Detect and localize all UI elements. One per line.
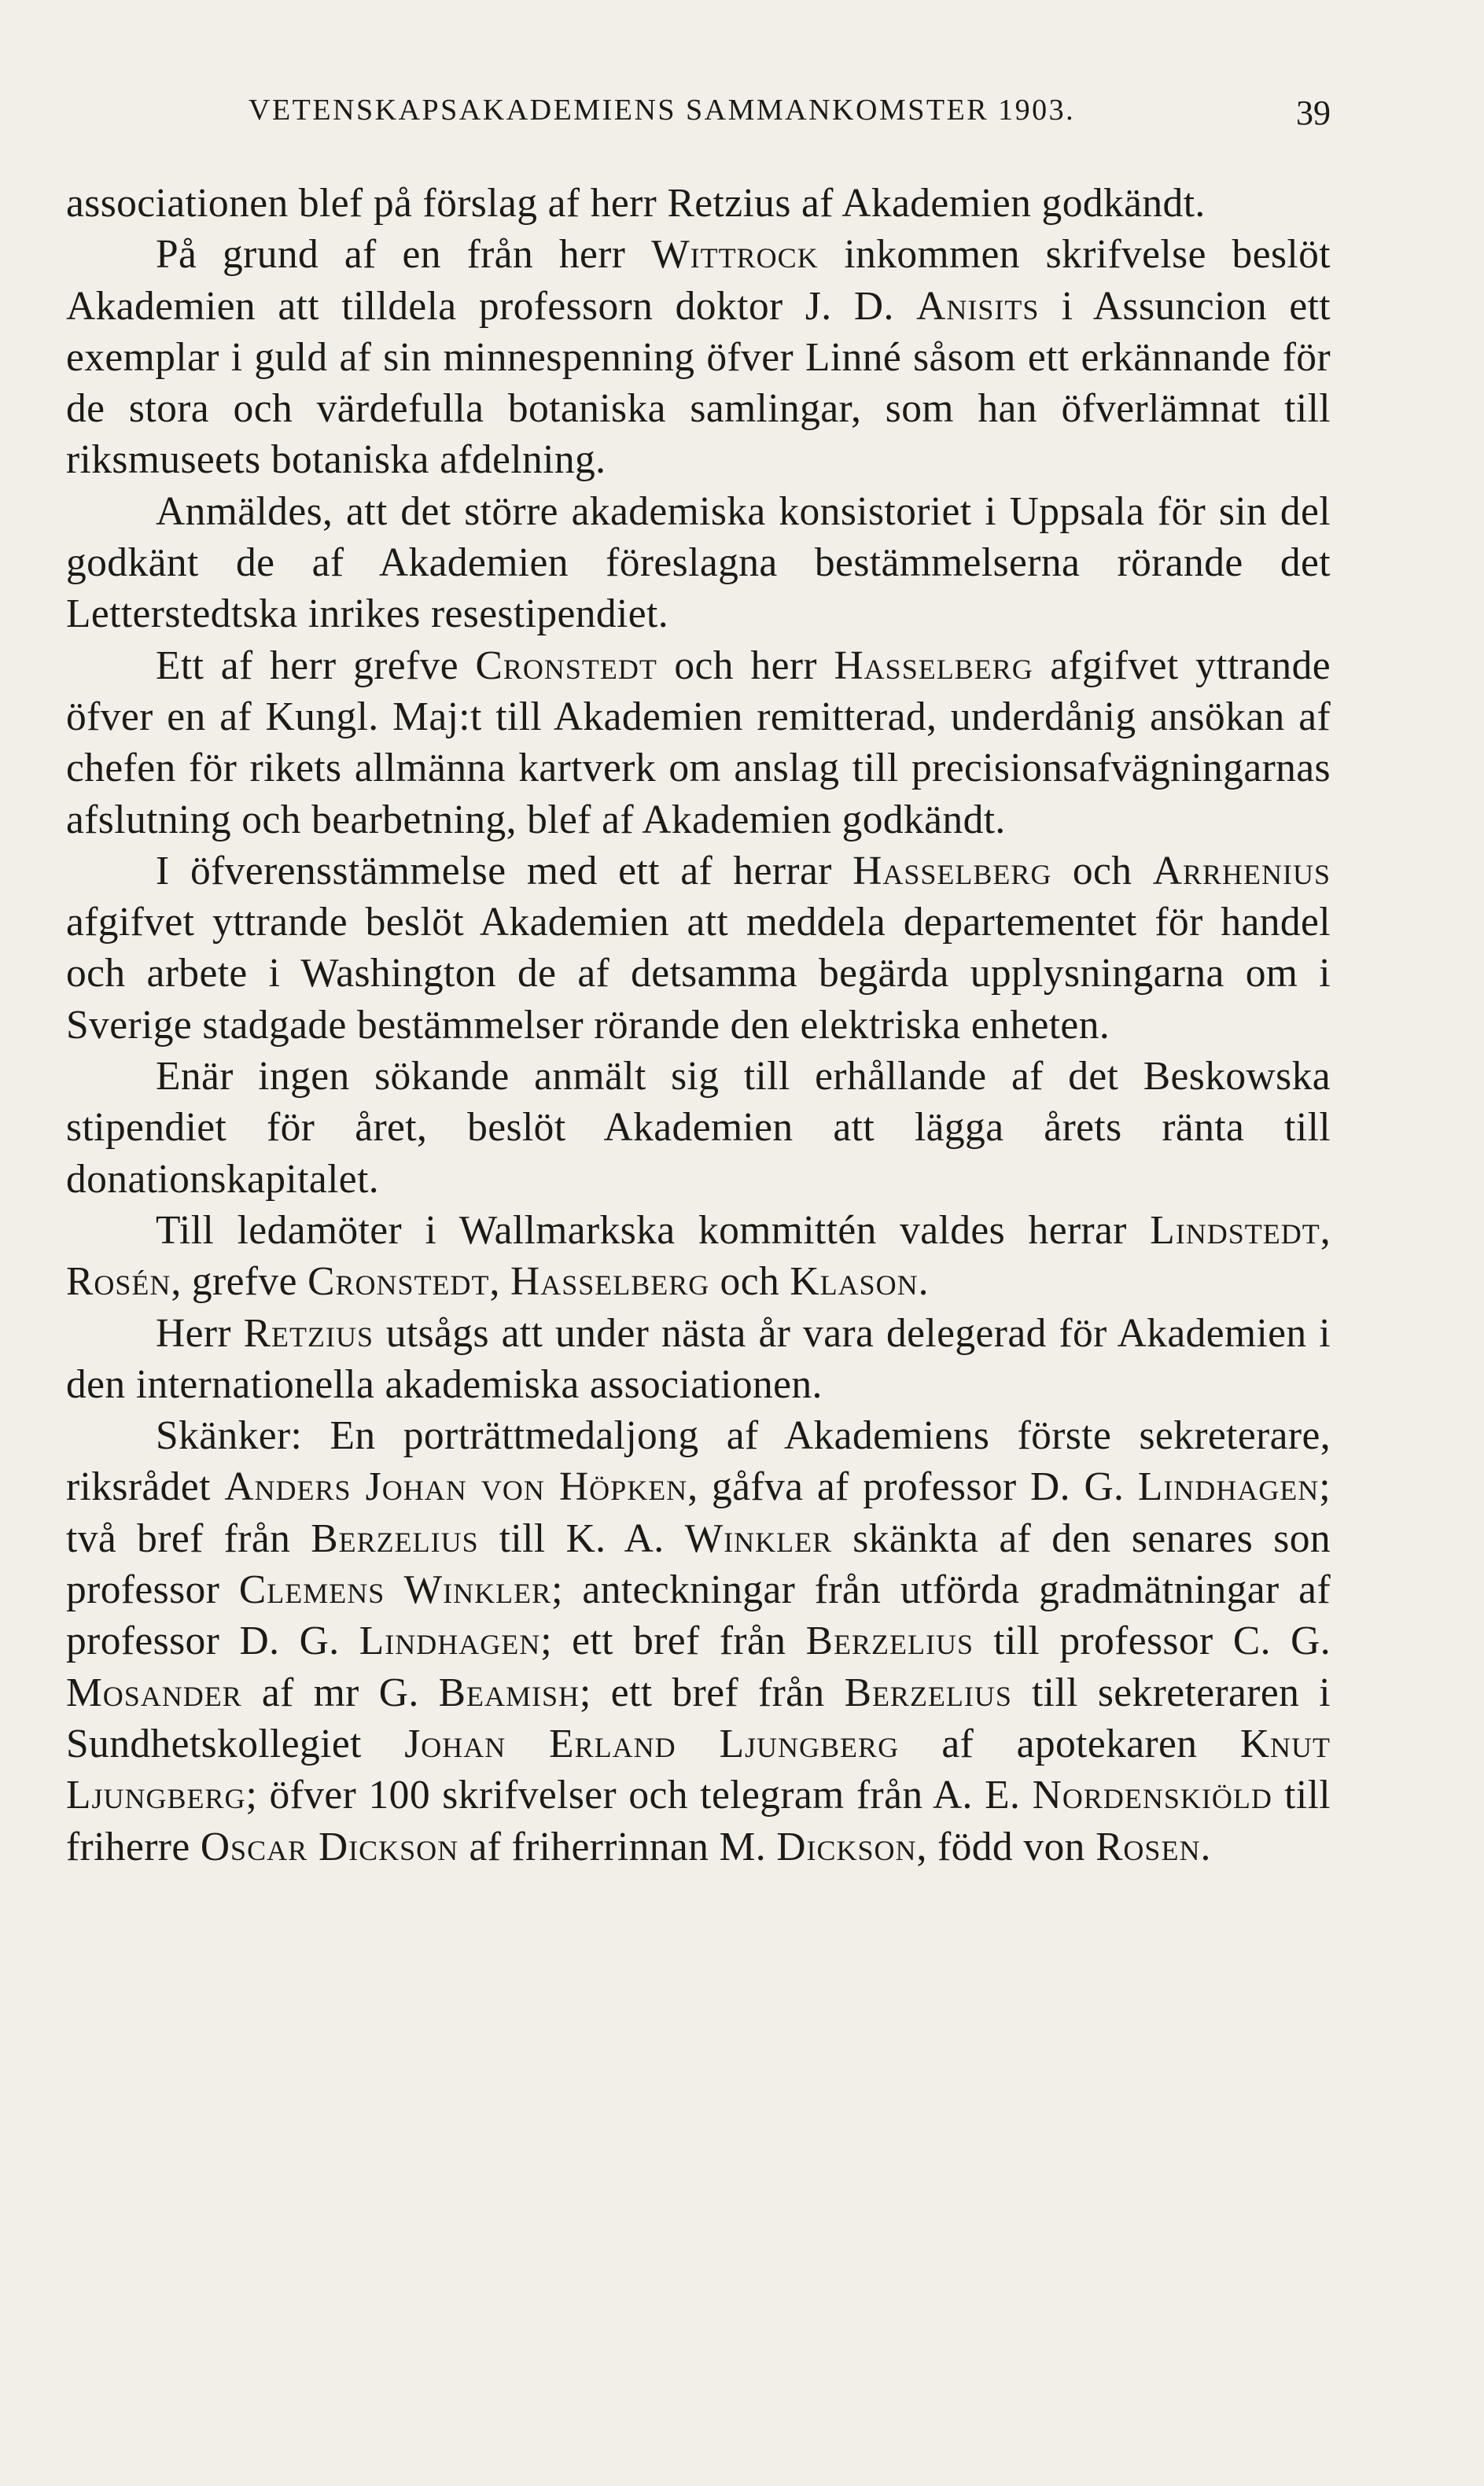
text-run: af friherrinnan M.	[458, 1824, 777, 1869]
small-caps-name: Lindhagen	[359, 1619, 541, 1664]
running-header	[66, 93, 1331, 140]
text-run: i Assuncion ett exemplar i guld af sin minnespenning öfver Linné såsom ett erkännande för de stora och värdefulla botaniska samlingar, som han öfverlämnat till riksmuseets botaniska afdelning.	[66, 283, 1331, 483]
small-caps-name: Dickson	[776, 1824, 917, 1869]
text-run: Enär ingen sökande anmält sig till erhållande af det Beskowska stipendiet för året, beslöt Akademien att lägga årets ränta till donationskapitalet.	[66, 1054, 1331, 1202]
text-run: Anmäldes, att det större akademiska konsistoriet i Uppsala för sin del godkänt de af Akademien föreslagna bestämmelserna rörande det Letterstedtska inrikes resestipendiet.	[66, 488, 1331, 637]
text-run: till K. A.	[478, 1516, 685, 1561]
small-caps-name: Anisits	[916, 283, 1040, 329]
small-caps-name: Klason	[790, 1259, 919, 1305]
small-caps-name: Lindstedt	[1150, 1207, 1320, 1253]
text-run: ; anteckningar från utförda gradmätningar af professor D. G.	[66, 1567, 1331, 1664]
text-run: Herr	[156, 1310, 244, 1356]
small-caps-name: Berzelius	[844, 1670, 1012, 1715]
small-caps-name: Rosén	[66, 1259, 171, 1305]
small-caps-name: Retzius	[243, 1310, 374, 1356]
paragraph	[66, 1410, 1331, 1873]
body-text	[66, 178, 1331, 1873]
text-run: Till ledamöter i Wallmarkska kommittén valdes herrar	[156, 1207, 1151, 1253]
small-caps-name: Rosen	[1096, 1824, 1201, 1869]
small-caps-name: Mosander	[66, 1670, 242, 1715]
text-run: ; ett bref från	[540, 1619, 806, 1664]
text-run: skänkta af den senares son professor	[66, 1516, 1331, 1613]
text-run: af mr G.	[241, 1670, 439, 1715]
text-run: , gåfva af professor D. G.	[687, 1464, 1138, 1510]
paragraph	[66, 640, 1331, 845]
text-run: ; två bref från	[66, 1464, 1331, 1561]
text-run: .	[1200, 1824, 1211, 1869]
text-run: Ett af herr grefve	[156, 643, 476, 688]
text-run: till professor C. G.	[973, 1619, 1331, 1664]
small-caps-name: Winkler	[684, 1516, 833, 1561]
running-title: VETENSKAPSAKADEMIENS SAMMANKOMSTER 1903.	[249, 94, 1076, 127]
paragraph	[66, 1308, 1331, 1411]
small-caps-name: Berzelius	[805, 1619, 974, 1664]
small-caps-name: Oscar Dickson	[200, 1824, 459, 1869]
text-run: , grefve	[171, 1259, 308, 1305]
text-run: och	[1051, 848, 1153, 893]
small-caps-name: Berzelius	[311, 1516, 479, 1561]
text-run: afgifvet yttrande öfver en af Kungl. Maj:t till Akademien remitterad, underdånig ansökan af chefen för rikets allmänna kartverk om anslag till precisionsafvägningarnas afslutning och bearbetning, blef af Akademien godkändt.	[66, 643, 1331, 842]
small-caps-name: Anders Johan von Höpken	[224, 1464, 688, 1510]
text-run: och	[709, 1259, 790, 1305]
text-run: , född von	[916, 1824, 1096, 1869]
small-caps-name: Clemens Winkler	[238, 1567, 552, 1613]
small-caps-name: Hasselberg	[852, 848, 1052, 893]
small-caps-name: Arrhenius	[1152, 848, 1331, 893]
text-run: inkommen skrifvelse beslöt Akademien att tilldela professorn doktor J. D.	[66, 232, 1331, 329]
small-caps-name: Hasselberg	[510, 1259, 710, 1305]
page-number: 39	[1296, 94, 1331, 132]
small-caps-name: Hasselberg	[834, 643, 1033, 688]
text-run: ; öfver 100 skrifvelser och telegram från A. E.	[245, 1773, 1033, 1818]
small-caps-name: Wittrock	[651, 232, 819, 278]
paragraph	[66, 486, 1331, 640]
text-run: till friherre	[66, 1773, 1331, 1869]
text-run: ; ett bref från	[580, 1670, 845, 1715]
text-run: associationen blef på förslag af herr Retzius af Akademien godkändt.	[66, 181, 1206, 226]
small-caps-name: Lindhagen	[1137, 1464, 1320, 1510]
paragraph	[66, 1205, 1331, 1308]
small-caps-name: Johan Erland Ljungberg	[404, 1721, 900, 1766]
paragraph	[66, 1051, 1331, 1205]
paragraph	[66, 845, 1331, 1051]
text-run: ,	[489, 1259, 511, 1305]
text-run: och herr	[657, 643, 834, 688]
small-caps-name: Knut Ljungberg	[66, 1721, 1331, 1818]
small-caps-name: Cronstedt	[307, 1259, 490, 1305]
paragraph	[66, 178, 1331, 229]
text-run: Skänker: En porträttmedaljong af Akademiens förste sekreterare, riksrådet	[66, 1413, 1331, 1510]
text-run: af apotekaren	[899, 1721, 1240, 1766]
text-run: afgifvet yttrande beslöt Akademien att meddela departementet för handel och arbete i Washington de af detsamma begärda upplysningarna om i Sverige stadgade bestämmelser rörande den elektriska enheten.	[66, 900, 1331, 1048]
text-run: I öfverensstämmelse med ett af herrar	[156, 848, 853, 893]
paragraph	[66, 229, 1331, 485]
small-caps-name: Nordenskiöld	[1032, 1773, 1272, 1818]
text-run: till sekreteraren i Sundhetskollegiet	[66, 1670, 1331, 1766]
text-run: På grund af en från herr	[156, 232, 652, 278]
small-caps-name: Beamish	[438, 1670, 580, 1715]
text-run: .	[918, 1259, 929, 1305]
small-caps-name: Cronstedt	[475, 643, 657, 688]
text-run: ,	[1320, 1207, 1331, 1253]
text-run: utsågs att under nästa år vara delegerad för Akademien i den internationella akademiska associationen.	[66, 1310, 1331, 1407]
